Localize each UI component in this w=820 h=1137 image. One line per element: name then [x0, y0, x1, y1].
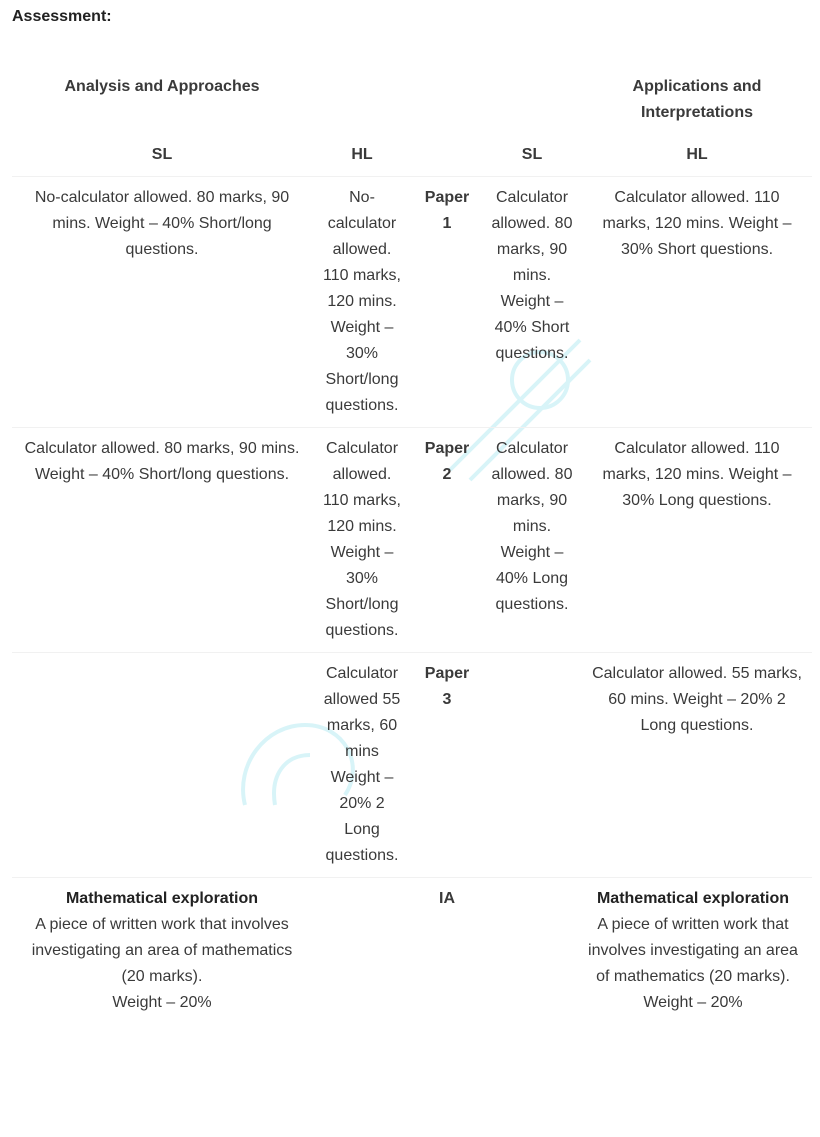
ia-description: A piece of written work that involves investigating an area of mathematics (20 marks).	[588, 916, 798, 985]
table-cell	[482, 878, 812, 1025]
ia-description: A piece of written work that involves investigating an area of mathematics (20 marks).	[31, 916, 293, 985]
paper-label: Paper 2	[412, 428, 482, 653]
table-row	[12, 428, 812, 653]
table-cell: No-calculator allowed. 80 marks, 90 mins. Weight – 40% Short/long questions.	[12, 177, 312, 428]
table-cell: No-calculator allowed. 110 marks, 120 mins. Weight – 30% Short/long questions.	[312, 177, 412, 428]
ia-weight: Weight – 20%	[643, 994, 743, 1011]
table-row	[12, 66, 812, 134]
table-cell: Calculator allowed. 110 marks, 120 mins. Weight – 30% Short/long questions.	[312, 428, 412, 653]
level-header: SL	[482, 134, 582, 177]
paper-label: Paper 1	[412, 177, 482, 428]
page-title: Assessment:	[12, 8, 112, 25]
paper-label: IA	[439, 890, 455, 907]
table-row	[12, 878, 812, 1025]
paper-label: Paper 3	[412, 653, 482, 878]
ia-title: Mathematical exploration	[596, 890, 790, 907]
level-header: HL	[582, 134, 812, 177]
ia-weight: Weight – 20%	[112, 994, 212, 1011]
table-cell: Calculator allowed. 110 marks, 120 mins. Weight – 30% Short questions.	[582, 177, 812, 428]
level-header: SL	[12, 134, 312, 177]
ia-title: Mathematical exploration	[65, 890, 259, 907]
table-cell: Calculator allowed. 80 marks, 90 mins. Weight – 40% Long questions.	[482, 428, 582, 653]
table-row	[12, 134, 812, 177]
level-header: HL	[312, 134, 412, 177]
table-row	[12, 177, 812, 428]
table-cell: Calculator allowed. 80 marks, 90 mins. Weight – 40% Short questions.	[482, 177, 582, 428]
table-cell: Calculator allowed. 110 marks, 120 mins. Weight – 30% Long questions.	[582, 428, 812, 653]
course-header-applications: Applications and Interpretations	[632, 78, 762, 121]
table-cell	[12, 878, 312, 1025]
assessment-table	[12, 66, 812, 1024]
table-cell: Calculator allowed. 55 marks, 60 mins. Weight – 20% 2 Long questions.	[582, 653, 812, 878]
course-header-analysis: Analysis and Approaches	[64, 78, 260, 95]
table-cell: Calculator allowed 55 marks, 60 mins Weight – 20% 2 Long questions.	[312, 653, 412, 878]
table-row	[12, 653, 812, 878]
table-cell: Calculator allowed. 80 marks, 90 mins. Weight – 40% Short/long questions.	[12, 428, 312, 653]
